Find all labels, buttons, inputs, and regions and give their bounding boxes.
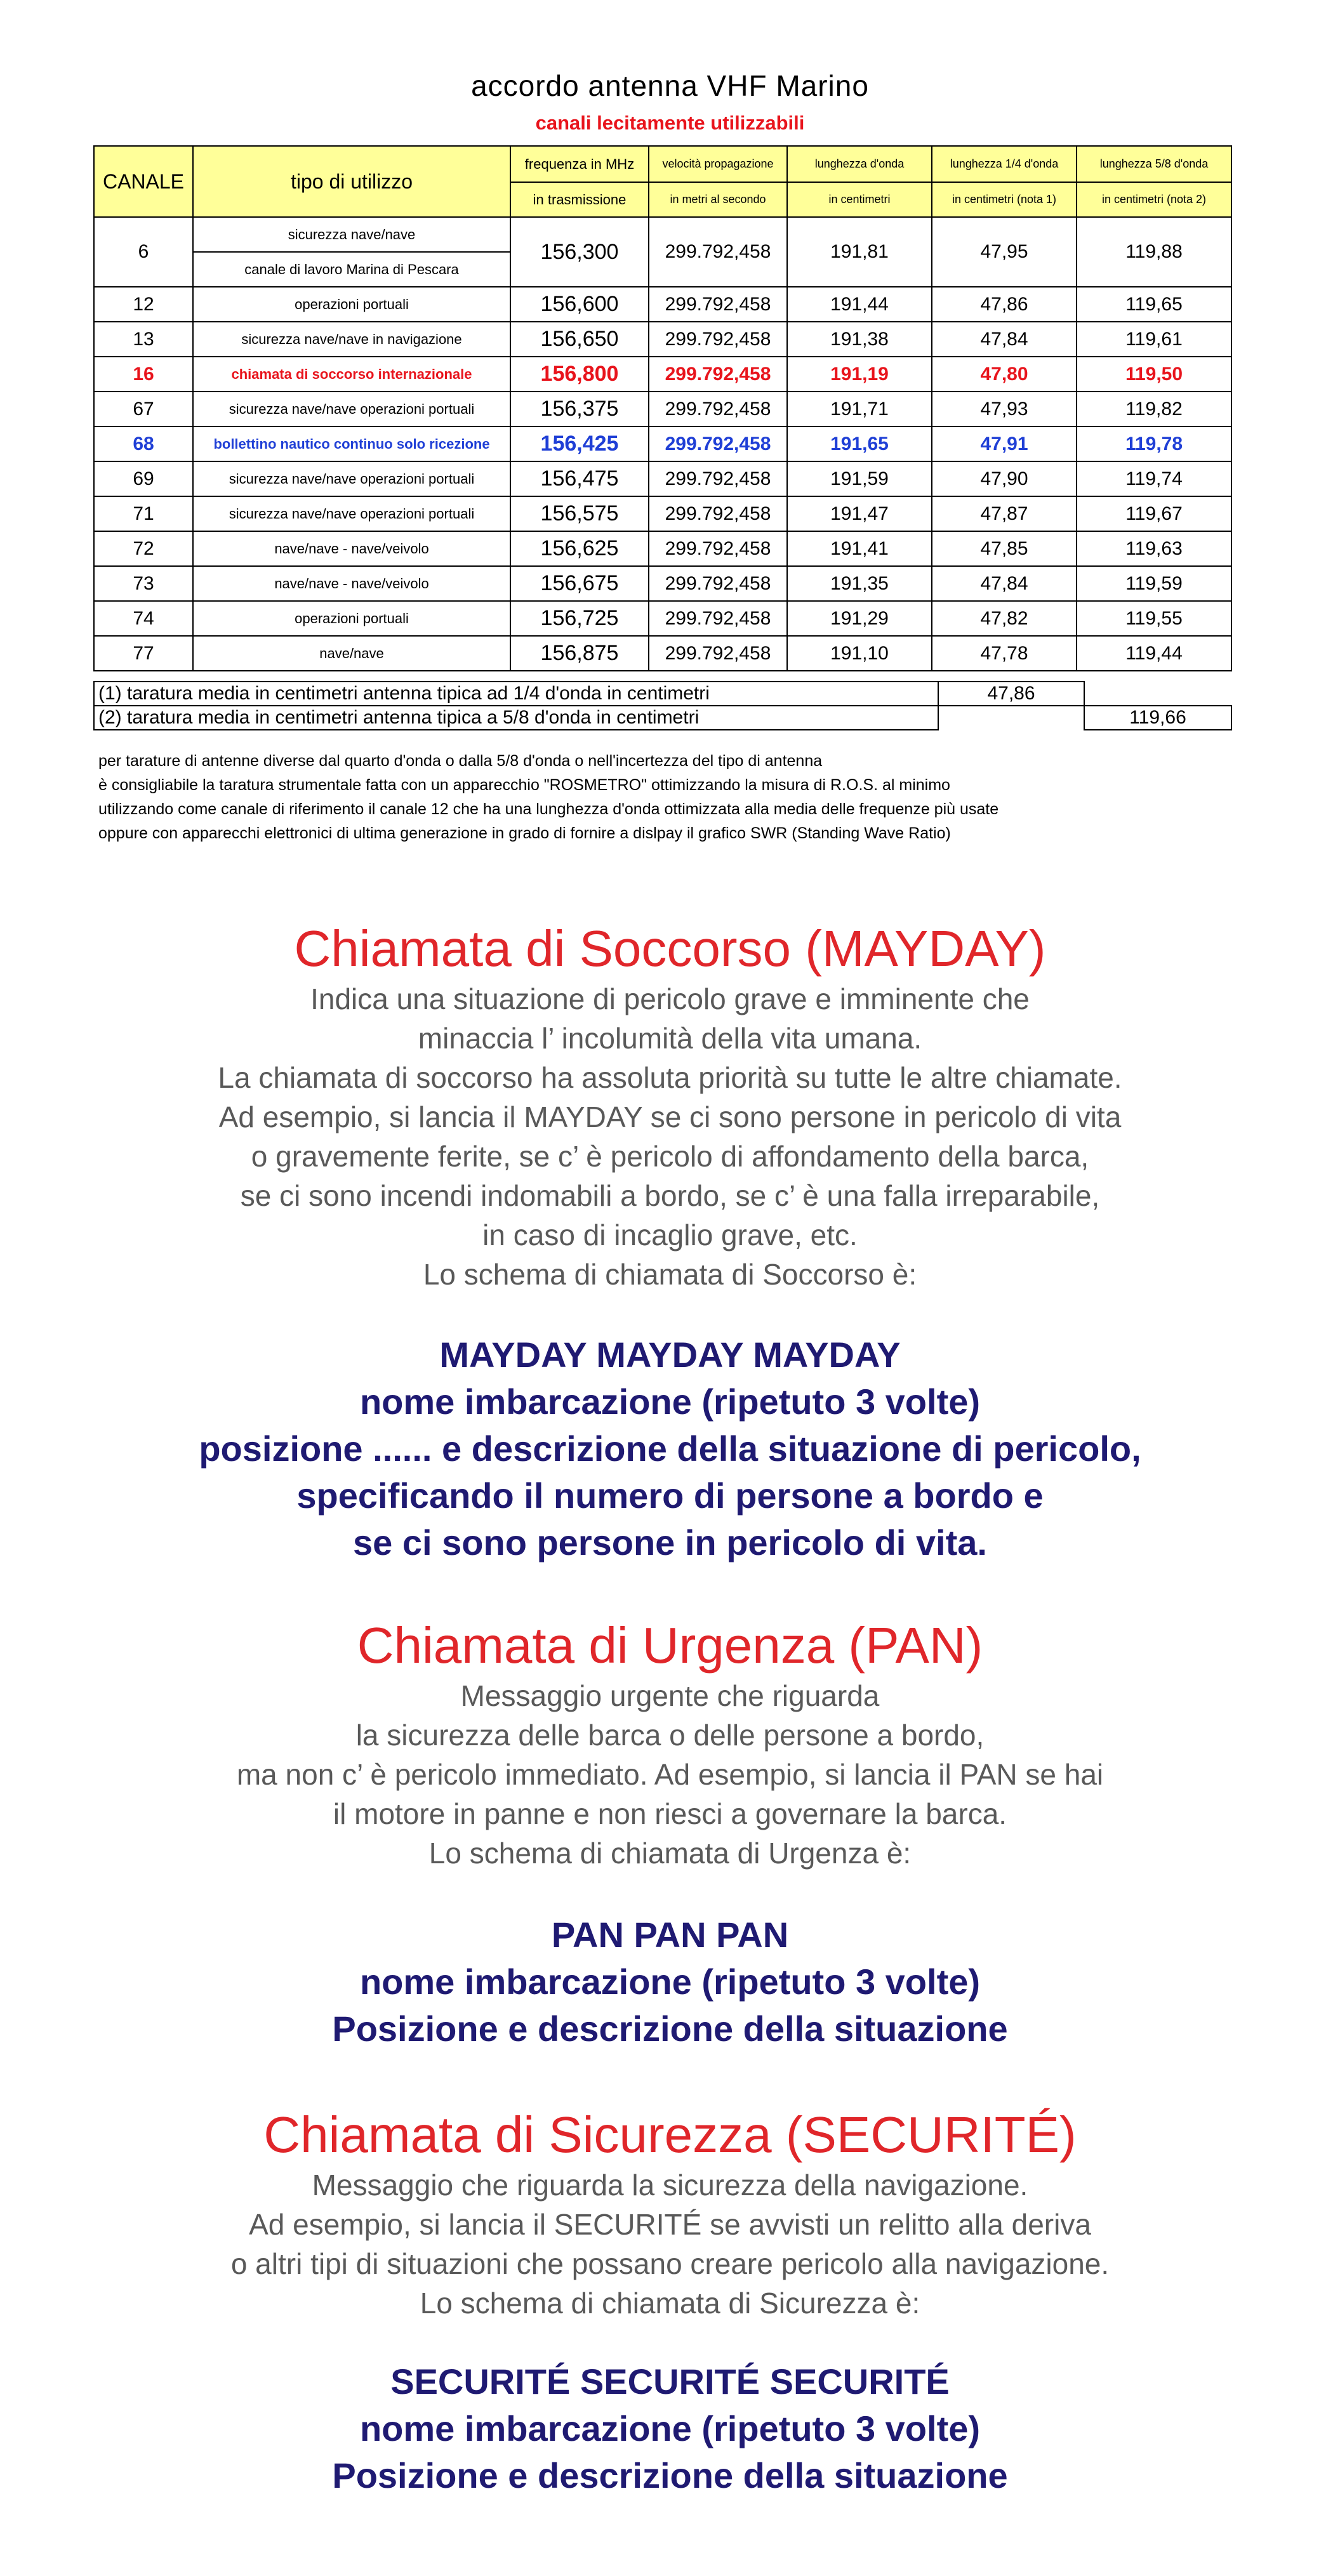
cell-lunghezza: 191,81 [787,217,932,287]
cell-velocita: 299.792,458 [649,287,787,322]
header-lunghezza: lunghezza d'onda [787,146,932,182]
cell-velocita: 299.792,458 [649,426,787,461]
calibration-value-quarter: 47,86 [938,682,1084,706]
cell-velocita: 299.792,458 [649,636,787,671]
cell-uso: sicurezza nave/nave operazioni portuali [193,461,510,496]
cell-quarto: 47,90 [932,461,1077,496]
cell-cinque-ottavi: 119,63 [1077,531,1231,566]
cell-lunghezza: 191,19 [787,357,932,392]
calibration-label-quarter: (1) taratura media in centimetri antenna tipica ad 1/4 d'onda in centimetri [94,682,938,706]
pan-section [0,1615,1340,1873]
table-row [94,287,1231,322]
pan-scheme-line: nome imbarcazione (ripetuto 3 volte) [359,1962,981,2002]
mayday-text-line: Indica una situazione di pericolo grave e imminente che [310,982,1030,1015]
cell-velocita: 299.792,458 [649,496,787,531]
cell-lunghezza: 191,44 [787,287,932,322]
header-cinque-ottavi-sub: in centimetri (nota 2) [1077,182,1231,217]
mayday-text-line: in caso di incaglio grave, etc. [482,1219,858,1252]
cell-frequenza: 156,475 [510,461,649,496]
note-line: è consigliabile la taratura strumentale fatta con un apparecchio "ROSMETRO" ottimizzando la misura di R.O.S. al minimo [98,776,950,794]
cell-cinque-ottavi: 119,65 [1077,287,1231,322]
table-row [94,322,1231,357]
header-velocita: velocità propagazione [649,146,787,182]
cell-canale: 13 [94,322,193,357]
cell-cinque-ottavi: 119,74 [1077,461,1231,496]
cell-uso: sicurezza nave/nave [193,217,510,252]
table-row [94,636,1231,671]
pan-text-line: il motore in panne e non riesci a governare la barca. [333,1797,1007,1830]
cell-velocita: 299.792,458 [649,392,787,426]
header-frequenza-sub: in trasmissione [510,182,649,217]
cell-lunghezza: 191,71 [787,392,932,426]
document-title: accordo antenna VHF Marino [471,69,869,102]
table-row [94,426,1231,461]
cell-lunghezza: 191,59 [787,461,932,496]
table-row [94,566,1231,601]
pan-scheme [0,1912,1340,2052]
cell-uso: operazioni portuali [193,601,510,636]
notes [98,749,998,845]
calibration-table [93,681,1232,730]
mayday-scheme-line: specificando il numero di persone a bordo e [296,1476,1044,1516]
mayday-text-line: La chiamata di soccorso ha assoluta priorità su tutte le altre chiamate. [218,1061,1122,1094]
cell-uso: nave/nave [193,636,510,671]
cell-frequenza: 156,875 [510,636,649,671]
mayday-text-line: minaccia l’ incolumità della vita umana. [418,1022,922,1055]
cell-frequenza: 156,675 [510,566,649,601]
header-velocita-sub: in metri al secondo [649,182,787,217]
mayday-scheme-line: posizione ...... e descrizione della situazione di pericolo, [199,1429,1141,1469]
cell-canale: 67 [94,392,193,426]
cell-uso: sicurezza nave/nave operazioni portuali [193,392,510,426]
cell-cinque-ottavi: 119,78 [1077,426,1231,461]
header-tipo-utilizzo: tipo di utilizzo [193,146,510,217]
channels-table [93,145,1232,671]
cell-cinque-ottavi: 119,55 [1077,601,1231,636]
pan-text-line: Messaggio urgente che riguarda [460,1679,880,1712]
cell-lunghezza: 191,65 [787,426,932,461]
pan-text-line: Lo schema di chiamata di Urgenza è: [428,1837,912,1870]
cell-velocita: 299.792,458 [649,357,787,392]
cell-quarto: 47,95 [932,217,1077,287]
cell-cinque-ottavi: 119,61 [1077,322,1231,357]
note-line: oppure con apparecchi elettronici di ultima generazione in grado di fornire a dislpay il grafico SWR (Standing Wave Ratio) [98,824,951,842]
cell-frequenza: 156,725 [510,601,649,636]
cell-frequenza: 156,800 [510,357,649,392]
cell-quarto: 47,87 [932,496,1077,531]
cell-canale: 68 [94,426,193,461]
cell-quarto: 47,93 [932,392,1077,426]
cell-canale: 16 [94,357,193,392]
securite-scheme-line: nome imbarcazione (ripetuto 3 volte) [359,2408,981,2448]
cell-cinque-ottavi: 119,59 [1077,566,1231,601]
cell-cinque-ottavi: 119,67 [1077,496,1231,531]
pan-scheme-line: Posizione e descrizione della situazione [332,2009,1008,2049]
cell-quarto: 47,84 [932,566,1077,601]
table-row [94,461,1231,496]
cell-uso: nave/nave - nave/veivolo [193,566,510,601]
securite-section [0,2104,1340,2323]
securite-text-line: Lo schema di chiamata di Sicurezza è: [420,2287,920,2320]
cell-cinque-ottavi: 119,88 [1077,217,1231,287]
securite-scheme [0,2358,1340,2499]
securite-heading: Chiamata di Sicurezza (SECURITÉ) [263,2106,1077,2163]
pan-text-line: la sicurezza delle barca o delle persone a bordo, [355,1719,985,1752]
cell-quarto: 47,86 [932,287,1077,322]
cell-uso: nave/nave - nave/veivolo [193,531,510,566]
header-canale: CANALE [94,146,193,217]
header-quarto-sub: in centimetri (nota 1) [932,182,1077,217]
cell-lunghezza: 191,47 [787,496,932,531]
cell-frequenza: 156,575 [510,496,649,531]
cell-velocita: 299.792,458 [649,601,787,636]
cell-canale: 12 [94,287,193,322]
cell-velocita: 299.792,458 [649,322,787,357]
cell-cinque-ottavi: 119,44 [1077,636,1231,671]
header-quarto: lunghezza 1/4 d'onda [932,146,1077,182]
note-line: per tarature di antenne diverse dal quarto d'onda o dalla 5/8 d'onda o nell'incertezza del tipo di antenna [98,752,823,770]
securite-text-line: o altri tipi di situazioni che possano creare pericolo alla navigazione. [230,2247,1110,2280]
cell-quarto: 47,91 [932,426,1077,461]
cell-canale: 71 [94,496,193,531]
cell-quarto: 47,78 [932,636,1077,671]
cell-lunghezza: 191,29 [787,601,932,636]
cell-frequenza: 156,425 [510,426,649,461]
cell-uso: operazioni portuali [193,287,510,322]
cell-lunghezza: 191,41 [787,531,932,566]
cell-frequenza: 156,600 [510,287,649,322]
cell-uso: bollettino nautico continuo solo ricezione [193,426,510,461]
cell-frequenza: 156,625 [510,531,649,566]
note-line: utilizzando come canale di riferimento il canale 12 che ha una lunghezza d'onda ottimizzata alla media delle frequenze più usate [98,800,999,818]
pan-text-line: ma non c’ è pericolo immediato. Ad esempio, si lancia il PAN se hai [236,1758,1104,1791]
cell-canale: 69 [94,461,193,496]
table-row [94,496,1231,531]
cell-velocita: 299.792,458 [649,461,787,496]
cell-cinque-ottavi: 119,50 [1077,357,1231,392]
calibration-label-five-eighths: (2) taratura media in centimetri antenna tipica a 5/8 d'onda in centimetri [94,706,938,730]
mayday-scheme-line: MAYDAY MAYDAY MAYDAY [439,1335,901,1375]
mayday-text-line: se ci sono incendi indomabili a bordo, se c’ è una falla irreparabile, [240,1179,1100,1212]
mayday-scheme [0,1331,1340,1566]
cell-quarto: 47,84 [932,322,1077,357]
header-frequenza: frequenza in MHz [510,146,649,182]
cell-lunghezza: 191,38 [787,322,932,357]
cell-frequenza: 156,300 [510,217,649,287]
cell-canale: 6 [94,217,193,287]
securite-scheme-line: SECURITÉ SECURITÉ SECURITÉ [390,2361,950,2401]
mayday-section [0,918,1340,1294]
securite-text-line: Messaggio che riguarda la sicurezza della navigazione. [312,2169,1028,2202]
cell-velocita: 299.792,458 [649,566,787,601]
cell-cinque-ottavi: 119,82 [1077,392,1231,426]
table-row [94,601,1231,636]
cell-canale: 72 [94,531,193,566]
mayday-text-line: Ad esempio, si lancia il MAYDAY se ci sono persone in pericolo di vita [218,1100,1122,1133]
cell-uso-secondary: canale di lavoro Marina di Pescara [193,252,510,287]
cell-quarto: 47,85 [932,531,1077,566]
pan-scheme-line: PAN PAN PAN [551,1915,789,1955]
mayday-text-line: Lo schema di chiamata di Soccorso è: [423,1258,917,1291]
table-row [94,357,1231,392]
table-row [94,531,1231,566]
calibration-value-five-eighths: 119,66 [1084,706,1231,730]
mayday-scheme-line: se ci sono persone in pericolo di vita. [353,1522,987,1562]
securite-scheme-line: Posizione e descrizione della situazione [332,2455,1008,2495]
header-cinque-ottavi: lunghezza 5/8 d'onda [1077,146,1231,182]
mayday-heading: Chiamata di Soccorso (MAYDAY) [294,920,1046,977]
table-row [94,392,1231,426]
cell-uso: sicurezza nave/nave in navigazione [193,322,510,357]
cell-canale: 74 [94,601,193,636]
cell-lunghezza: 191,10 [787,636,932,671]
pan-heading: Chiamata di Urgenza (PAN) [357,1617,983,1674]
table-row [94,217,1231,252]
cell-frequenza: 156,375 [510,392,649,426]
cell-canale: 77 [94,636,193,671]
cell-quarto: 47,80 [932,357,1077,392]
cell-velocita: 299.792,458 [649,217,787,287]
cell-quarto: 47,82 [932,601,1077,636]
mayday-scheme-line: nome imbarcazione (ripetuto 3 volte) [359,1382,981,1422]
cell-uso: chiamata di soccorso internazionale [193,357,510,392]
cell-uso: sicurezza nave/nave operazioni portuali [193,496,510,531]
cell-canale: 73 [94,566,193,601]
cell-lunghezza: 191,35 [787,566,932,601]
document-subtitle: canali lecitamente utilizzabili [535,112,805,134]
securite-text-line: Ad esempio, si lancia il SECURITÉ se avvisti un relitto alla deriva [249,2208,1091,2241]
cell-velocita: 299.792,458 [649,531,787,566]
cell-frequenza: 156,650 [510,322,649,357]
header-lunghezza-sub: in centimetri [787,182,932,217]
mayday-text-line: o gravemente ferite, se c’ è pericolo di affondamento della barca, [251,1140,1089,1173]
